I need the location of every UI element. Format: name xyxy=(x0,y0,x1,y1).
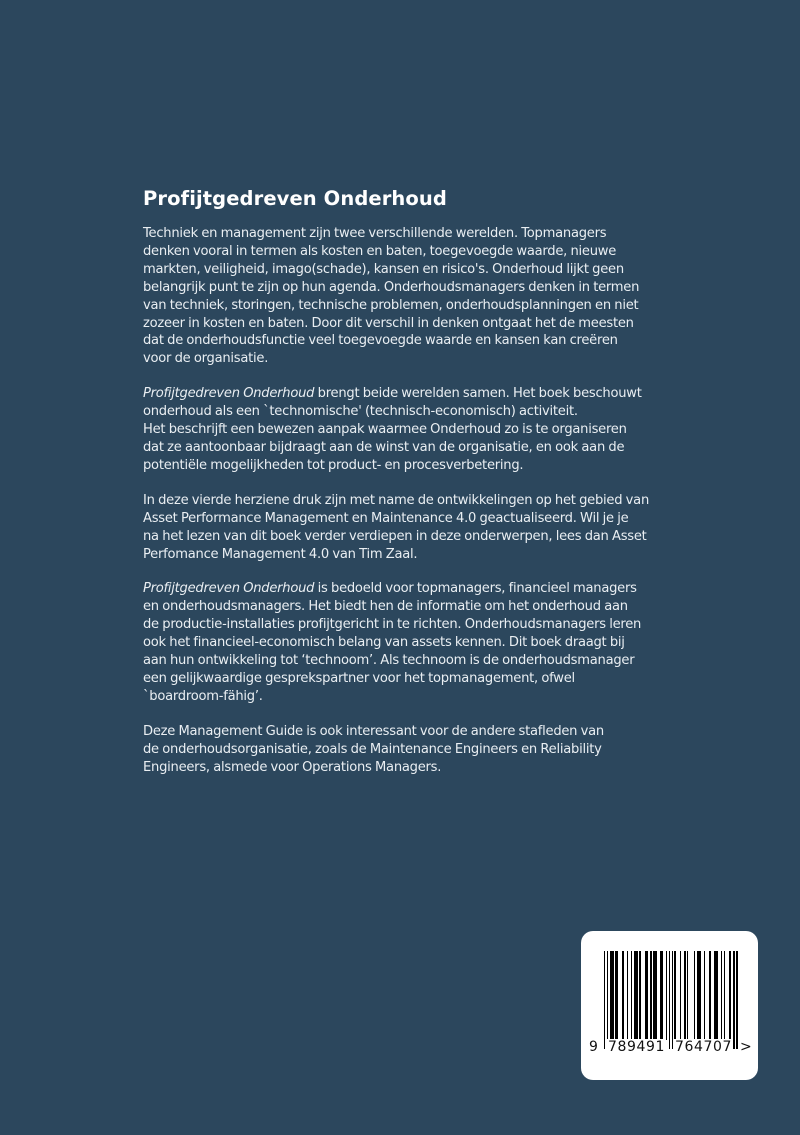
text-fragment: brengt beide werelden samen. Het boek beschouwt xyxy=(314,386,642,402)
barcode-right-group: 764707 xyxy=(675,1039,733,1055)
paragraph-approach xyxy=(143,385,683,475)
paragraph-intro xyxy=(143,225,683,368)
text-line: onderhoud als een `technomische' (technisch-economisch) activiteit. xyxy=(143,404,578,420)
text-line: een gelijkwaardige gesprekspartner voor het topmanagement, ofwel xyxy=(143,670,575,686)
book-title: Profijtgedreven Onderhoud xyxy=(143,187,447,210)
barcode-lead-digit: 9 xyxy=(589,1039,598,1055)
text-fragment: is bedoeld voor topmanagers, financieel managers xyxy=(314,581,637,597)
text-line: Het beschrijft een bewezen aanpak waarmee Onderhoud zo is te organiseren xyxy=(143,422,627,438)
text-line: dat de onderhoudsfunctie veel toegevoegde waarde en kansen kan creëren xyxy=(143,333,618,349)
text-line: Perfomance Management 4.0 van Tim Zaal. xyxy=(143,546,418,562)
text-line xyxy=(143,580,683,598)
barcode-bars xyxy=(604,951,738,1049)
text-line: de onderhoudsorganisatie, zoals de Maintenance Engineers en Reliability xyxy=(143,741,602,757)
text-line: en onderhoudsmanagers. Het biedt hen de informatie om het onderhoud aan xyxy=(143,599,628,615)
text-line: markten, veiligheid, imago(schade), kansen en risico's. Onderhoud lijkt geen xyxy=(143,261,624,277)
text-line: Engineers, alsmede voor Operations Managers. xyxy=(143,759,442,775)
text-line: potentiële mogelijkheden tot product- en procesverbetering. xyxy=(143,457,524,473)
text-line: dat ze aantoonbaar bijdraagt aan de winst van de organisatie, en ook aan de xyxy=(143,439,625,455)
text-line: voor de organisatie. xyxy=(143,351,269,367)
barcode-bar xyxy=(736,951,737,1049)
text-line: In deze vierde herziene druk zijn met name de ontwikkelingen op het gebied van xyxy=(143,492,650,508)
text-line: Deze Management Guide is ook interessant voor de andere stafleden van xyxy=(143,723,604,739)
back-cover-text xyxy=(143,186,683,793)
paragraph-edition xyxy=(143,492,683,564)
text-line: Techniek en management zijn twee verschillende werelden. Topmanagers xyxy=(143,226,607,241)
text-line: zozeer in kosten en baten. Door dit verschil in denken ontgaat het de meesten xyxy=(143,315,634,331)
paragraph-audience xyxy=(143,580,683,705)
text-line: denken vooral in termen als kosten en baten, toegevoegde waarde, nieuwe xyxy=(143,243,617,259)
paragraph-management-guide xyxy=(143,723,683,777)
text-line: ook het financieel-economisch belang van assets kennen. Dit boek draagt bij xyxy=(143,635,625,651)
text-line: van techniek, storingen, technische problemen, onderhoudsplanningen en niet xyxy=(143,297,639,313)
text-line: de productie-installaties profijtgericht in te richten. Onderhoudsmanagers leren xyxy=(143,617,642,633)
barcode-left-group: 789491 xyxy=(608,1039,666,1055)
italic-book-title: Profijtgedreven Onderhoud xyxy=(143,386,315,402)
text-line: belangrijk punt te zijn op hun agenda. Onderhoudsmanagers denken in termen xyxy=(143,279,640,295)
text-line: na het lezen van dit boek verder verdiepen in deze onderwerpen, lees dan Asset xyxy=(143,528,647,544)
text-line: Asset Performance Management en Maintenance 4.0 geactualiseerd. Wil je je xyxy=(143,510,629,526)
isbn-barcode xyxy=(581,931,758,1080)
text-line: aan hun ontwikkeling tot ‘technoom’. Als technoom is de onderhoudsmanager xyxy=(143,653,635,669)
barcode-quiet-zone-marker: > xyxy=(740,1039,752,1055)
italic-book-title: Profijtgedreven Onderhoud xyxy=(143,581,315,597)
text-line xyxy=(143,385,683,403)
text-line: `boardroom-fähig’. xyxy=(143,688,263,704)
